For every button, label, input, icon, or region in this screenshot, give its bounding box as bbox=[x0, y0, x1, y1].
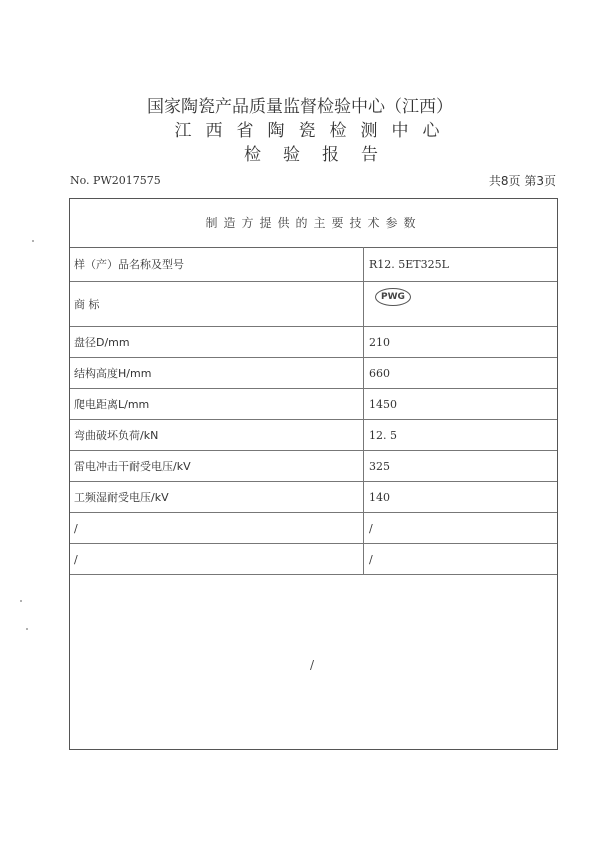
table-row bbox=[70, 482, 557, 513]
column-divider bbox=[363, 358, 364, 388]
column-divider bbox=[363, 544, 364, 574]
table-row bbox=[70, 327, 557, 358]
column-divider bbox=[363, 482, 364, 512]
scan-speck bbox=[32, 240, 34, 242]
page-indicator: 共8页 第3页 bbox=[488, 174, 556, 188]
scan-speck bbox=[20, 600, 22, 602]
center-title: 江西省陶瓷检测中心 bbox=[174, 121, 454, 141]
table-row bbox=[70, 420, 557, 451]
column-divider bbox=[363, 247, 364, 281]
table-rows bbox=[70, 247, 557, 575]
row-label: 雷电冲击干耐受电压/kV bbox=[74, 460, 191, 473]
row-value: / bbox=[369, 552, 373, 566]
table-title: 制造方提供的主要技术参数 bbox=[70, 199, 557, 248]
table-row bbox=[70, 358, 557, 389]
row-value: 660 bbox=[369, 366, 390, 380]
row-value: R12. 5ET325L bbox=[369, 257, 449, 271]
row-value: / bbox=[369, 521, 373, 535]
table-row bbox=[70, 282, 557, 327]
row-label: 工频湿耐受电压/kV bbox=[74, 491, 169, 504]
report-number: No. PW2017575 bbox=[70, 174, 161, 187]
table-row bbox=[70, 451, 557, 482]
scan-speck bbox=[26, 628, 28, 630]
blank-area-mark: / bbox=[310, 658, 315, 672]
column-divider bbox=[363, 513, 364, 543]
row-label: 弯曲破坏负荷/kN bbox=[74, 429, 159, 442]
row-value: 12. 5 bbox=[369, 428, 397, 442]
row-value bbox=[369, 282, 411, 326]
column-divider bbox=[363, 420, 364, 450]
row-label: / bbox=[74, 521, 78, 535]
table-row bbox=[70, 247, 557, 282]
institution-title: 国家陶瓷产品质量监督检验中心（江西） bbox=[147, 97, 453, 117]
row-value: 325 bbox=[369, 459, 390, 473]
table-row bbox=[70, 544, 557, 575]
row-value: 1450 bbox=[369, 397, 397, 411]
column-divider bbox=[363, 389, 364, 419]
row-value: 140 bbox=[369, 490, 390, 504]
row-label: 盘径D/mm bbox=[74, 336, 130, 349]
column-divider bbox=[363, 282, 364, 326]
row-value: 210 bbox=[369, 335, 390, 349]
column-divider bbox=[363, 327, 364, 357]
row-label: 爬电距离L/mm bbox=[74, 398, 150, 411]
report-title: 检验报告 bbox=[244, 145, 400, 165]
table-row bbox=[70, 389, 557, 420]
row-label: / bbox=[74, 552, 78, 566]
column-divider bbox=[363, 451, 364, 481]
row-label: 商 标 bbox=[74, 298, 100, 311]
row-label: 结构高度H/mm bbox=[74, 367, 152, 380]
trademark-logo: PWG bbox=[375, 288, 411, 306]
table-row bbox=[70, 513, 557, 544]
row-label: 样（产）品名称及型号 bbox=[74, 258, 184, 271]
